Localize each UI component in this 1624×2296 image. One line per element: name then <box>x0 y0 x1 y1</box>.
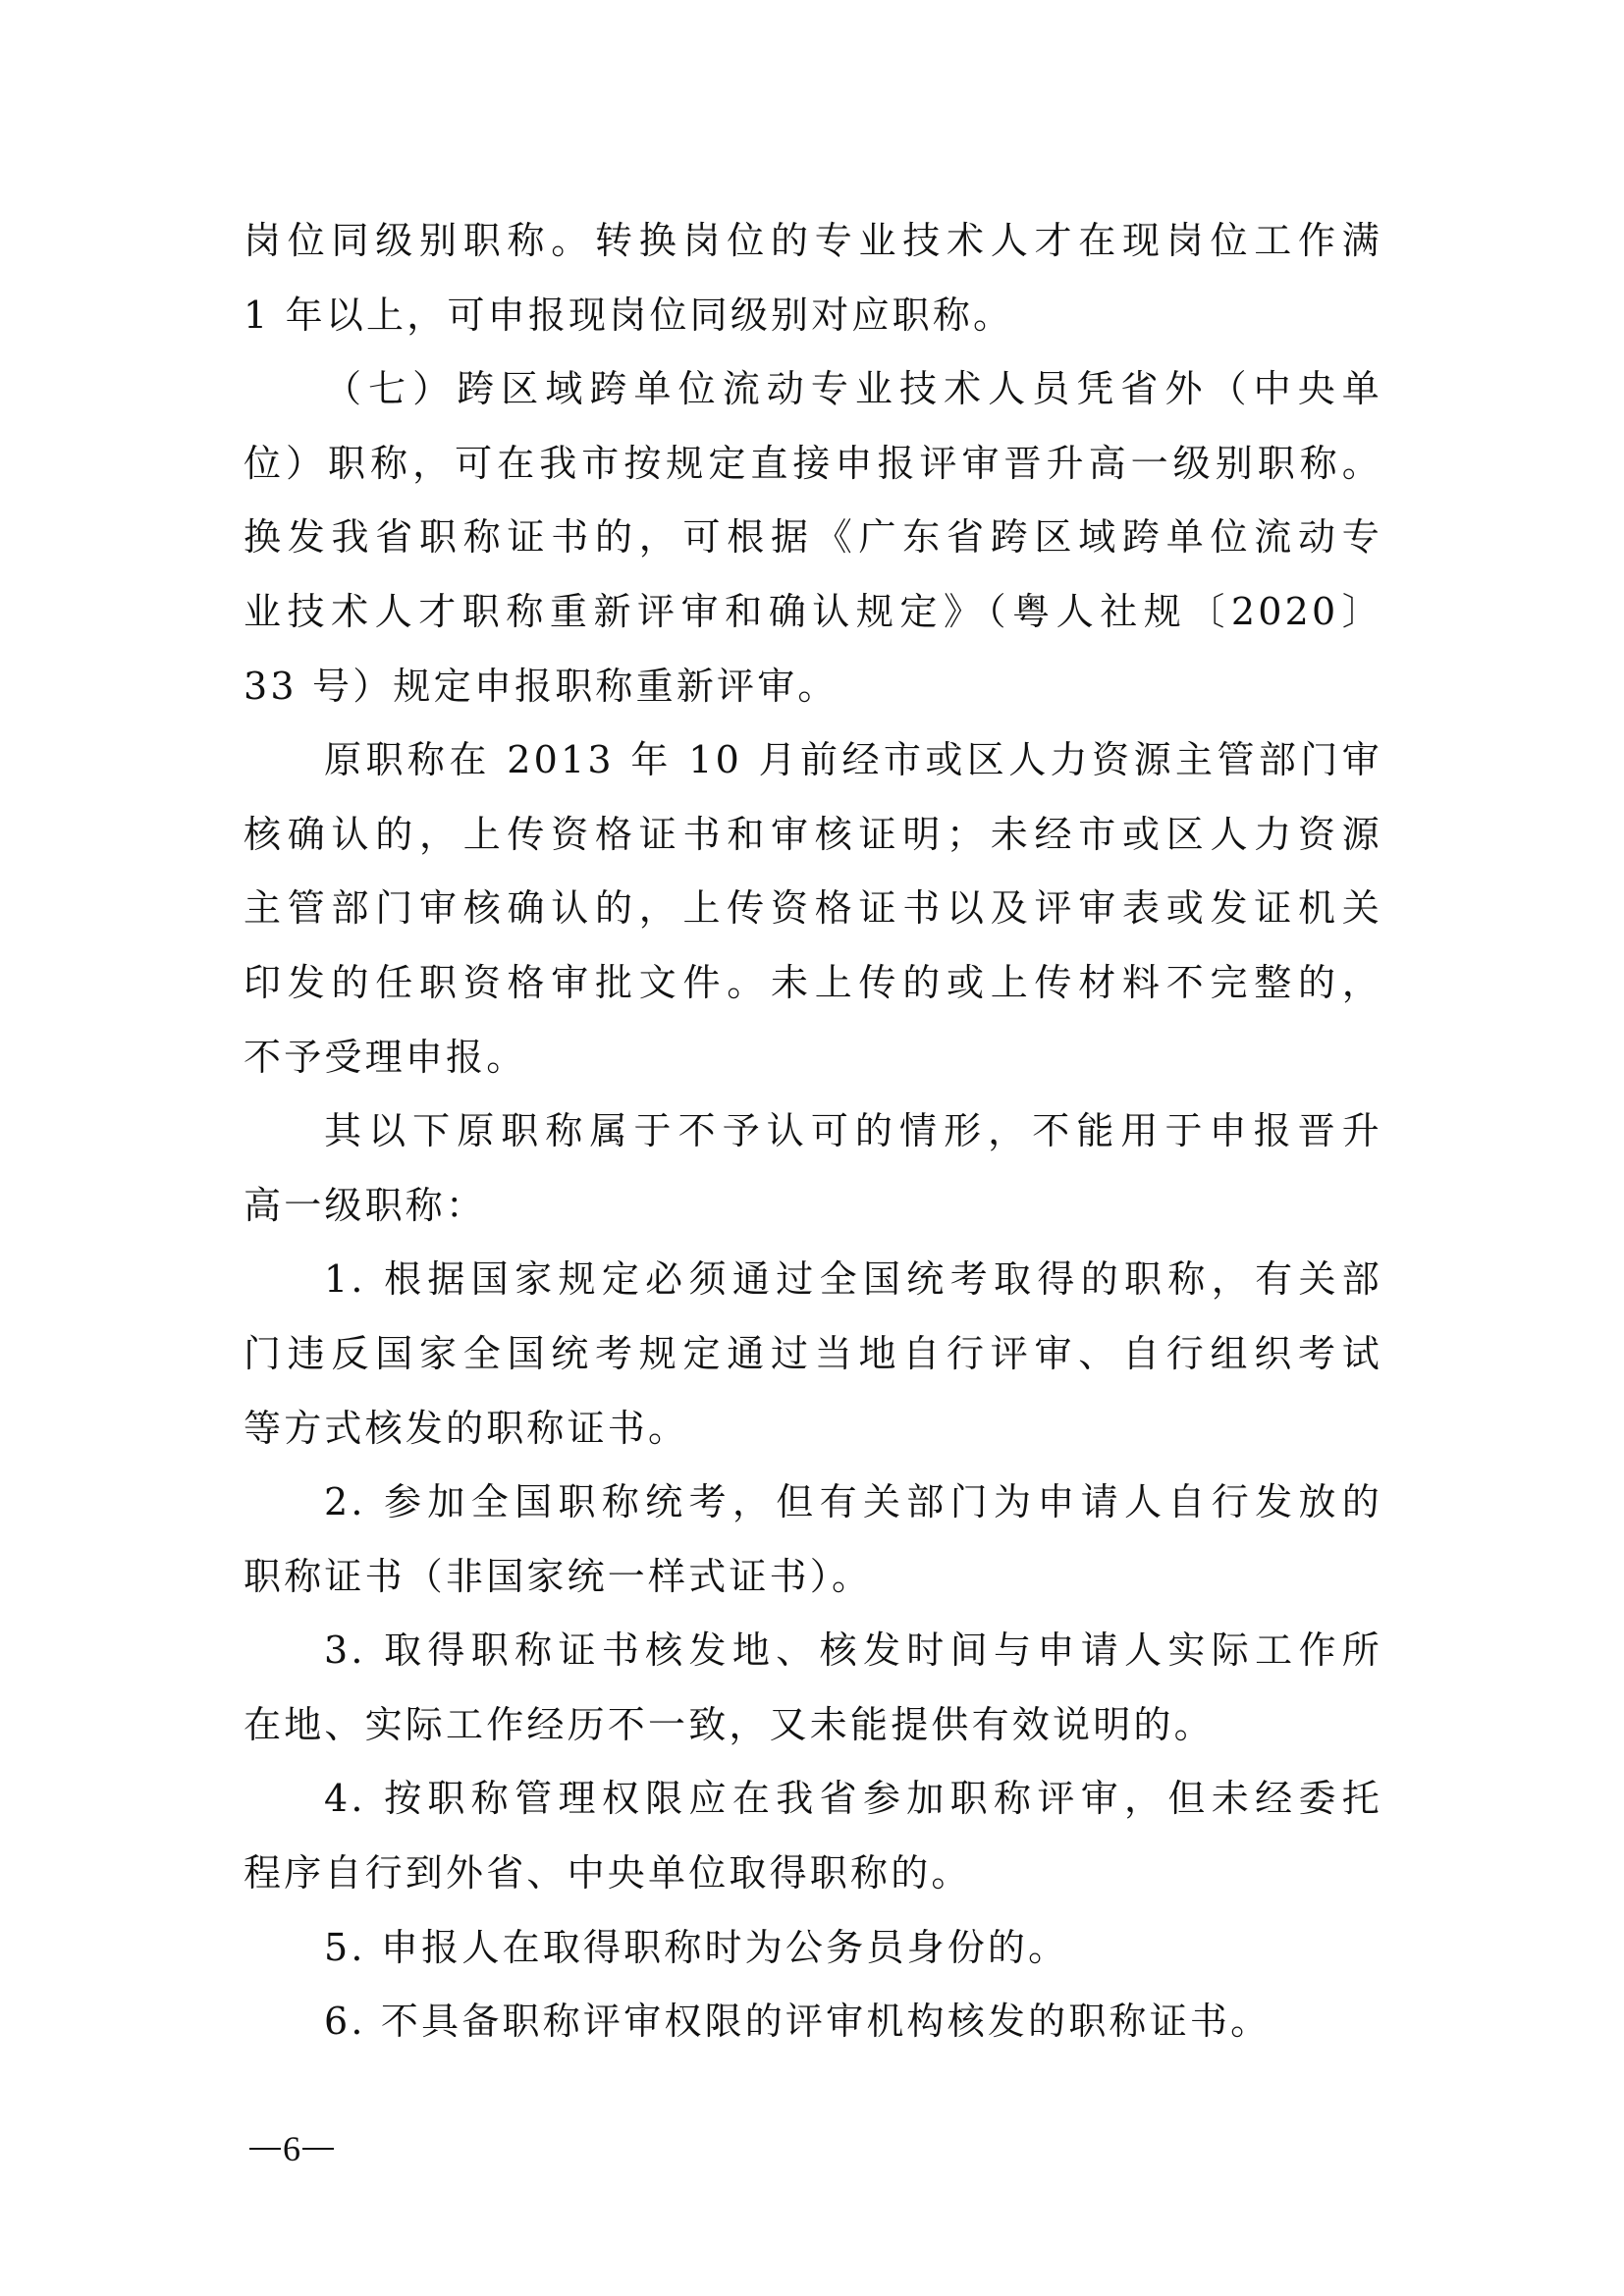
text-line: 业技术人才职称重新评审和确认规定》（粤人社规〔2020〕 <box>244 589 1382 633</box>
list-item-1-line: 1. 根据国家规定必须通过全国统考取得的职称，有关部 <box>324 1257 1382 1302</box>
text-line: 程序自行到外省、中央单位取得职称的。 <box>244 1851 972 1896</box>
text-line: 换发我省职称证书的，可根据《广东省跨区域跨单位流动专 <box>244 515 1382 560</box>
text-line: 主管部门审核确认的，上传资格证书以及评审表或发证机关 <box>244 886 1382 931</box>
text-line: 在地、实际工作经历不一致，又未能提供有效说明的。 <box>244 1702 1215 1746</box>
paragraph-start-line: （七）跨区域跨单位流动专业技术人员凭省外（中央单 <box>324 367 1382 411</box>
text-line: 等方式核发的职称证书。 <box>244 1406 689 1450</box>
footer-dash-right <box>302 2148 334 2150</box>
text-line: 核确认的，上传资格证书和审核证明；未经市或区人力资源 <box>244 812 1382 856</box>
paragraph-start-line: 原职称在 2013 年 10 月前经市或区人力资源主管部门审 <box>324 738 1382 782</box>
text-line: 1 年以上，可申报现岗位同级别对应职称。 <box>244 293 1014 337</box>
list-item-4-line: 4. 按职称管理权限应在我省参加职称评审，但未经委托 <box>324 1777 1382 1821</box>
paragraph-start-line: 其以下原职称属于不予认可的情形，不能用于申报晋升 <box>324 1109 1382 1153</box>
text-line: 门违反国家全国统考规定通过当地自行评审、自行组织考试 <box>244 1331 1382 1375</box>
list-item-5-line: 5. 申报人在取得职称时为公务员身份的。 <box>324 1925 1069 1969</box>
page-footer <box>247 2128 336 2169</box>
list-item-6-line: 6. 不具备职称评审权限的评审机构核发的职称证书。 <box>324 2000 1272 2044</box>
list-item-2-line: 2. 参加全国职称统考，但有关部门为申请人自行发放的 <box>324 1480 1382 1524</box>
text-line: 位）职称，可在我市按规定直接申报评审晋升高一级别职称。 <box>244 441 1382 485</box>
text-line: 不予受理申报。 <box>244 1035 527 1079</box>
document-body <box>244 204 1382 2059</box>
text-line: 职称证书（非国家统一样式证书）。 <box>244 1554 873 1598</box>
footer-dash-left <box>249 2148 281 2150</box>
text-line: 高一级职称： <box>244 1183 487 1227</box>
text-line: 印发的任职资格审批文件。未上传的或上传材料不完整的， <box>244 960 1382 1004</box>
page-number: 6 <box>283 2129 300 2168</box>
list-item-3-line: 3. 取得职称证书核发地、核发时间与申请人实际工作所 <box>324 1629 1382 1673</box>
text-line: 岗位同级别职称。转换岗位的专业技术人才在现岗位工作满 <box>244 219 1382 262</box>
text-line: 33 号）规定申报职称重新评审。 <box>244 664 839 708</box>
